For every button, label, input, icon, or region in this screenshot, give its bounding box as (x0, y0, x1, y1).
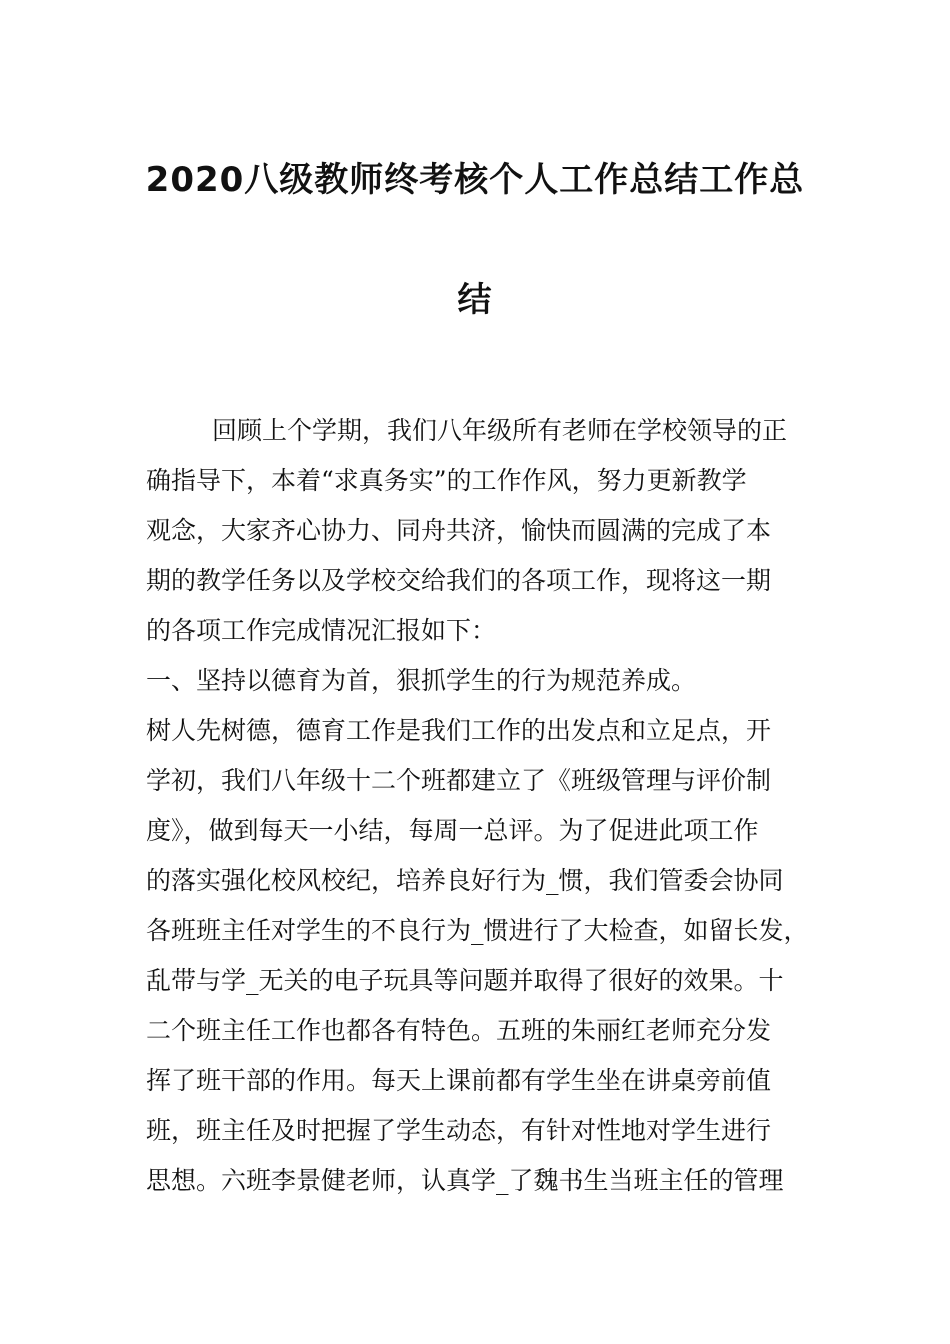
paragraph-line: 观念，大家齐心协力、同舟共济，愉快而圆满的完成了本 (146, 516, 772, 545)
paragraph-line: 的落实强化校风校纪，培养良好行为_惯，我们管委会协同 (146, 866, 784, 895)
paragraph-line: 各班班主任对学生的不良行为_惯进行了大检查，如留长发， (146, 916, 809, 945)
paragraph-line: 树人先树德，德育工作是我们工作的出发点和立足点，开 (146, 716, 772, 745)
paragraph-line: 的各项工作完成情况汇报如下： (146, 616, 497, 645)
section-heading: 一、坚持以德育为首，狠抓学生的行为规范养成。 (146, 666, 697, 695)
paragraph-line: 度》，做到每天一小结，每周一总评。为了促进此项工作 (146, 816, 759, 845)
paragraph-line: 二个班主任工作也都各有特色。五班的朱丽红老师充分发 (146, 1016, 772, 1045)
paragraph-line: 学初，我们八年级十二个班都建立了《班级管理与评价制 (146, 766, 772, 795)
document-title-line-1: 2020八级教师终考核个人工作总结工作总 (145, 160, 805, 200)
paragraph-line: 确指导下，本着“求真务实”的工作作风，努力更新教学 (146, 466, 747, 495)
paragraph-line: 挥了班干部的作用。每天上课前都有学生坐在讲桌旁前值 (146, 1066, 772, 1095)
paragraph-line: 回顾上个学期，我们八年级所有老师在学校领导的正 (212, 416, 788, 445)
paragraph-line: 乱带与学_无关的电子玩具等问题并取得了很好的效果。十 (146, 966, 784, 995)
paragraph-line: 班，班主任及时把握了学生动态，有针对性地对学生进行 (146, 1116, 772, 1145)
paragraph-line: 期的教学任务以及学校交给我们的各项工作，现将这一期 (146, 566, 772, 595)
paragraph-line: 思想。六班李景健老师，认真学_了魏书生当班主任的管理 (146, 1166, 784, 1195)
document-title-line-2: 结 (457, 280, 493, 320)
